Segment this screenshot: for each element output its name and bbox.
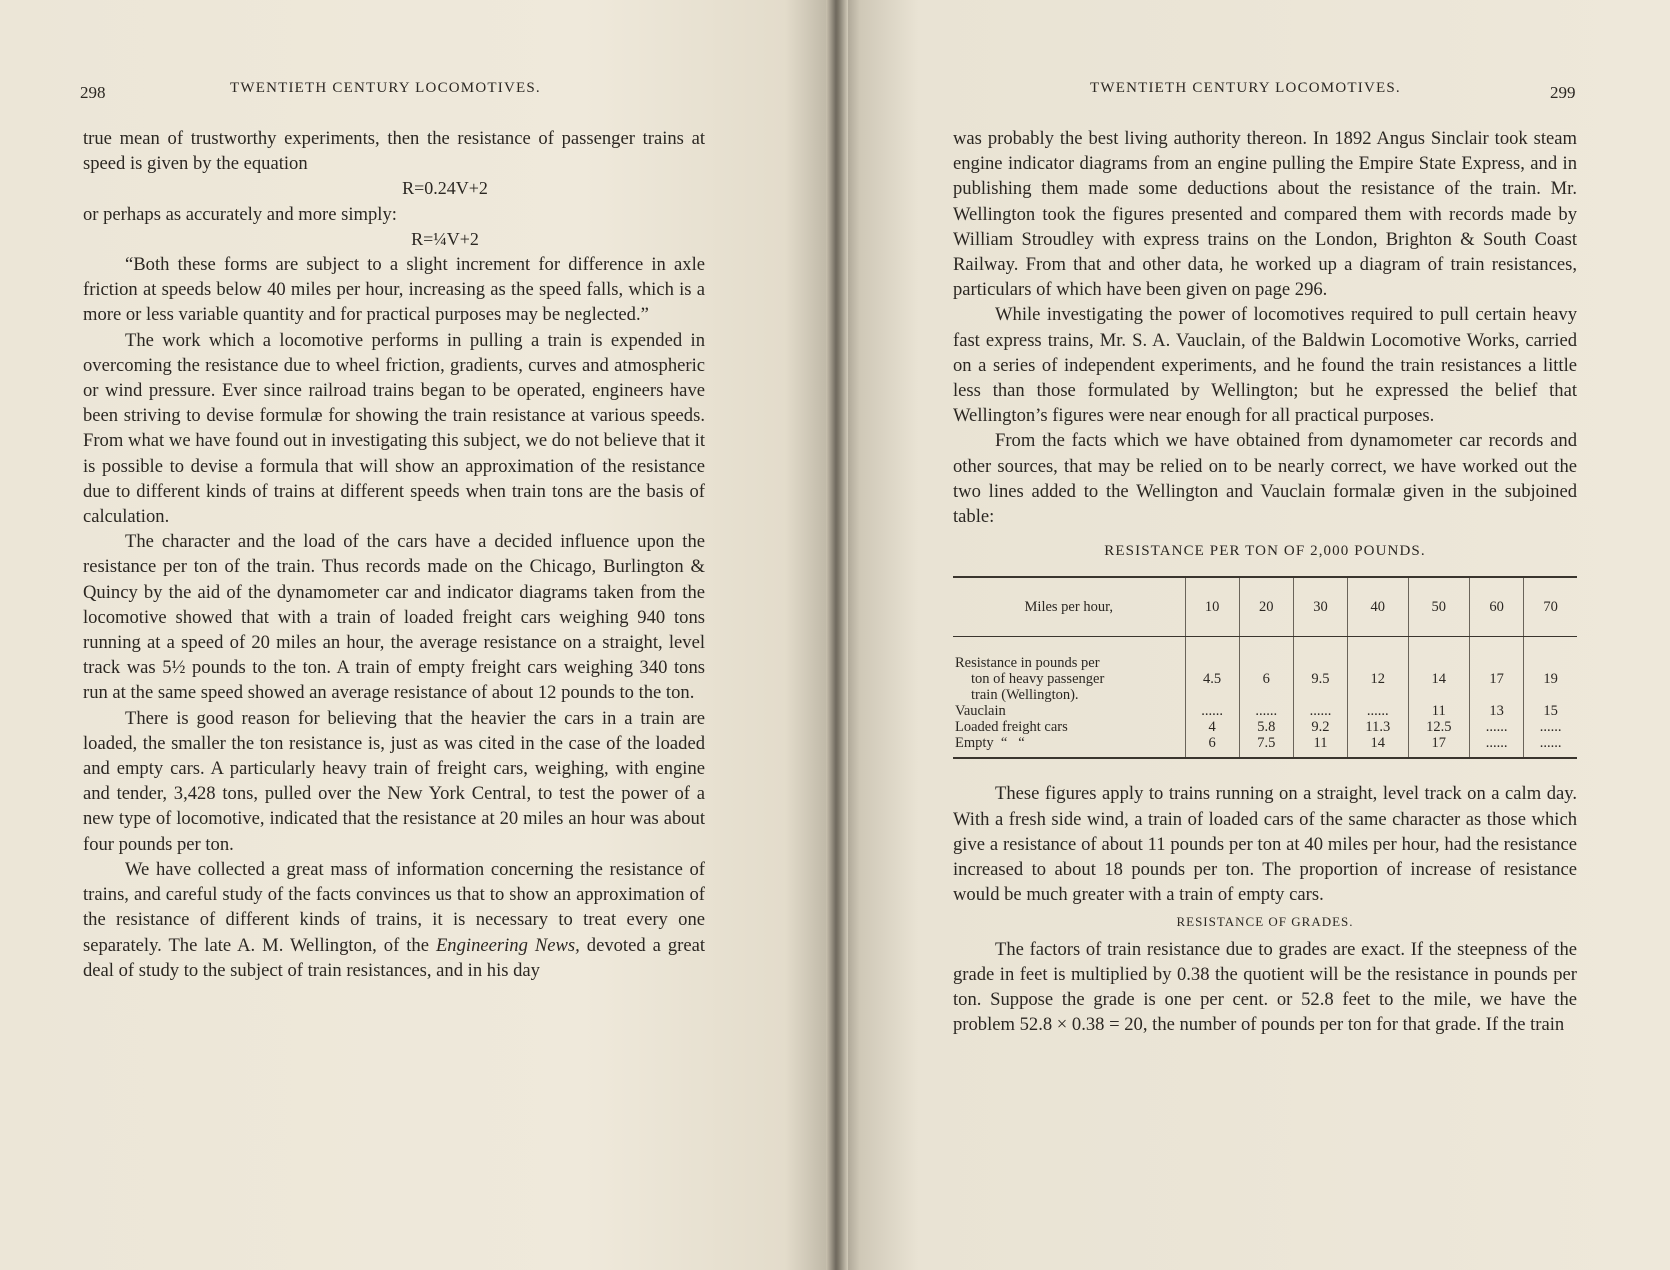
left-page-number: 298 (80, 83, 106, 102)
book-gutter (826, 0, 848, 1270)
header-label: Miles per hour, (953, 577, 1185, 637)
right-para-3: From the facts which we have obtained from dynamometer car records and other sources, that may be relied on to be nearly correct, we have worked out the two lines added to the Wellington and Vauclain formalæ given in the subjoined table: (953, 430, 1577, 528)
right-page (835, 0, 1670, 1270)
table-cell: 9.2 (1293, 719, 1347, 735)
table-cell: ...... (1470, 719, 1524, 735)
header-speed: 70 (1524, 577, 1577, 637)
table-row-empty (953, 735, 1577, 758)
resistance-table (953, 576, 1577, 759)
table-title: RESISTANCE PER TON OF 2,000 POUNDS. (1104, 543, 1426, 560)
header-speed: 40 (1348, 577, 1408, 637)
right-page-number: 299 (1550, 83, 1576, 102)
right-body-text (953, 126, 1577, 1037)
table-cell: 6 (1239, 637, 1293, 704)
left-para-6: There is good reason for believing that the heavier the cars in a train are loaded, the smaller the ton resistance is, just as was cited in the case of the loaded and empty cars. A particularly heavy train of freight cars, weighing, with engine and tender, 3,428 tons, pulled over the New York Central, to test the power of a new type of locomotive, indicated that the resistance at 20 miles an hour was about four pounds per ton. (83, 707, 705, 855)
table-cell: 12.5 (1408, 719, 1470, 735)
table-cell: 13 (1470, 703, 1524, 719)
left-para-1: true mean of trustworthy experiments, then the resistance of passenger trains at speed is given by the equation (83, 128, 705, 175)
equation-2: R=¼V+2 (411, 228, 479, 249)
header-speed: 60 (1470, 577, 1524, 637)
table-cell: ...... (1348, 703, 1408, 719)
table-row-wellington (953, 637, 1577, 704)
table-cell: ...... (1239, 703, 1293, 719)
table-cell: 19 (1524, 637, 1577, 704)
table-cell: ...... (1185, 703, 1239, 719)
left-para-7b: devoted a great deal of study to the subject of train resistances, and in his day (83, 934, 705, 981)
table-cell: 4 (1185, 719, 1239, 735)
table-cell: 14 (1408, 637, 1470, 704)
row-label: Vauclain (955, 703, 1006, 720)
left-running-head: TWENTIETH CENTURY LOCOMOTIVES. (230, 80, 541, 96)
table-cell: 5.8 (1239, 719, 1293, 735)
table-cell: 11 (1293, 735, 1347, 758)
table-cell: 17 (1408, 735, 1470, 758)
table-cell: 17 (1470, 637, 1524, 704)
table-cell: 11.3 (1348, 719, 1408, 735)
table-cell: ...... (1293, 703, 1347, 719)
left-para-3: “Both these forms are subject to a slight increment for difference in axle friction at speeds below 40 miles per hour, increasing as the speed falls, which is a more or less variable quantity and for practical purposes may be neglected.” (83, 254, 705, 326)
table-cell: 6 (1185, 735, 1239, 758)
publication-name: Engineering News, (435, 934, 580, 956)
left-para-7a: We have collected a great mass of information concerning the resistance of trains, and careful study of the facts convinces us that to show an approximation of the resistance of different kinds of trains, it is necessary to treat every one separately. The late A. M. Wellington, of the (83, 858, 705, 956)
header-speed: 10 (1185, 577, 1239, 637)
table-cell: 7.5 (1239, 735, 1293, 758)
header-speed: 20 (1239, 577, 1293, 637)
left-para-2: or perhaps as accurately and more simply: (83, 203, 397, 225)
right-para-2: While investigating the power of locomotives required to pull certain heavy fast express trains, Mr. S. A. Vauclain, of the Baldwin Locomotive Works, carried on a series of independent experiments, and he found the train resistances a little less than those formulated by Wellington; but he expressed the belief that Wellington’s figures were near enough for all practical purposes. (953, 304, 1577, 427)
row-label: Empty “ “ (953, 735, 1185, 758)
table-cell: 14 (1348, 735, 1408, 758)
table-cell: ...... (1470, 735, 1524, 758)
row-label: Loaded freight cars (955, 719, 1068, 736)
table-cell: ...... (1524, 719, 1577, 735)
row-label: Resistance in pounds per ton of heavy passenger train (Wellington). (955, 655, 1105, 704)
table-cell: ...... (1524, 735, 1577, 758)
header-speed: 30 (1293, 577, 1347, 637)
right-running-head: TWENTIETH CENTURY LOCOMOTIVES. (1090, 80, 1401, 96)
left-para-5: The character and the load of the cars have a decided influence upon the resistance per ton of the train. Thus records made on the Chicago, Burlington & Quincy by the aid of the dynamometer car and indicator diagrams taken from the locomotive showed that with a train of loaded freight cars weighing 940 tons running at a speed of 20 miles an hour, the average resistance on a straight, level track was 5½ pounds to the ton. A train of empty freight cars weighing 340 tons run at the same speed showed an average resistance of about 12 pounds to the ton. (83, 531, 705, 704)
right-para-1: was probably the best living authority thereon. In 1892 Angus Sinclair took steam engine indicator diagrams from an engine pulling the Empire State Express, and in publishing them made some deductions about the resistance of the train. Mr. Wellington took the figures presented and compared them with records made by William Stroudley with express trains on the London, Brighton & South Coast Railway. From that and other data, he worked up a diagram of train resistances, particulars of which have been given on page 296. (953, 128, 1577, 301)
left-para-7 (83, 857, 705, 983)
equation-1: R=0.24V+2 (402, 178, 488, 199)
table-row-vauclain (953, 703, 1577, 719)
table-cell: 4.5 (1185, 637, 1239, 704)
right-para-4: These figures apply to trains running on a straight, level track on a calm day. With a fresh side wind, a train of loaded cars of the same character as those which give a resistance of about 11 pounds per ton at 40 miles per hour, had the resistance increased to about 18 pounds per ton. The proportion of increase of resistance would be much greater with a train of empty cars. (953, 783, 1577, 906)
table-cell: 11 (1408, 703, 1470, 719)
left-para-4: The work which a locomotive performs in pulling a train is expended in overcoming the resistance due to wheel friction, gradients, curves and atmospheric or wind pressure. Ever since railroad trains began to be operated, engineers have been striving to devise formulæ for showing the train resistance at various speeds. From what we have found out in investigating this subject, we do not believe that it is possible to devise a formula that will show an approximation of the resistance due to different kinds of trains at different speeds when train tons are the basis of calculation. (83, 329, 705, 528)
left-body-text (83, 126, 705, 983)
table-cell: 9.5 (1293, 637, 1347, 704)
table-cell: 12 (1348, 637, 1408, 704)
table-row-loaded-freight (953, 719, 1577, 735)
header-speed: 50 (1408, 577, 1470, 637)
section-heading: RESISTANCE OF GRADES. (1176, 914, 1354, 930)
table-header-row (953, 577, 1577, 637)
table-cell: 15 (1524, 703, 1577, 719)
right-para-5: The factors of train resistance due to grades are exact. If the steepness of the grade in feet is multiplied by 0.38 the quotient will be the resistance in pounds per ton. Suppose the grade is one per cent. or 52.8 feet to the mile, we have the problem 52.8 × 0.38 = 20, the number of pounds per ton for that grade. If the train (953, 938, 1577, 1036)
